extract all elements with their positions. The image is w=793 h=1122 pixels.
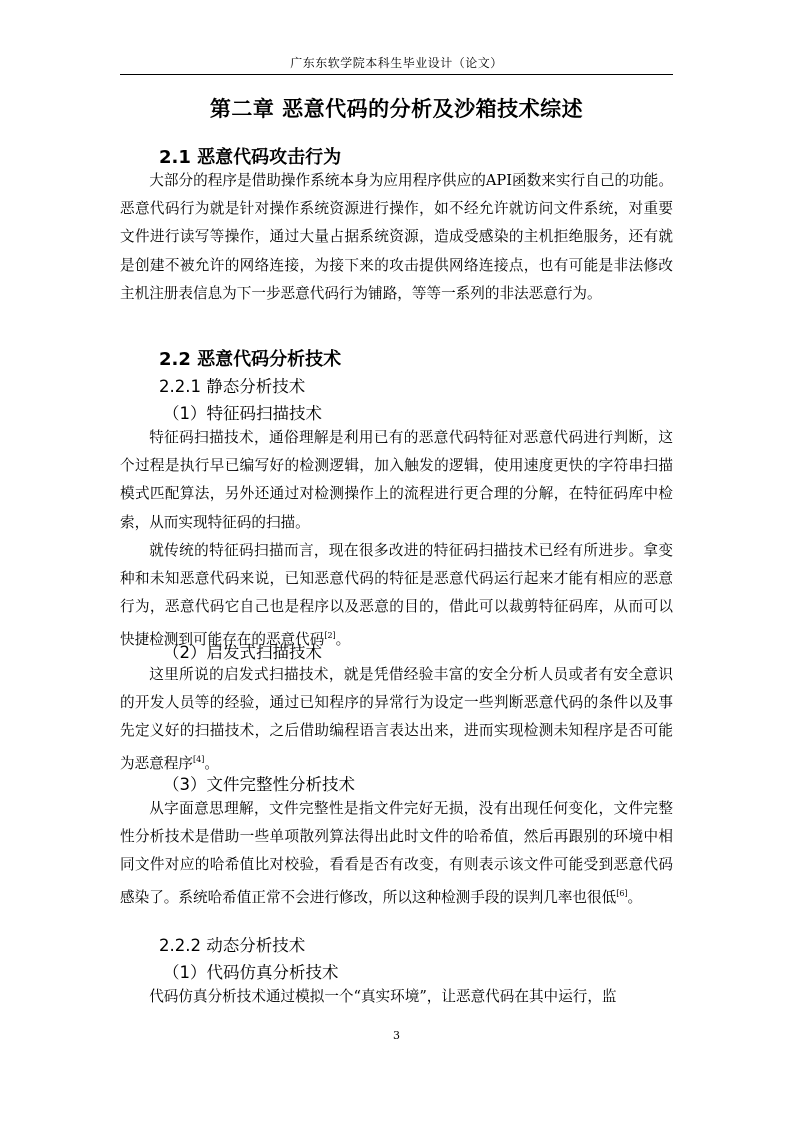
section-heading-2-2-2: 2.2.2 动态分析技术 bbox=[159, 936, 306, 955]
citation-ref: [4] bbox=[192, 754, 205, 764]
paragraph-code-emulation: 代码仿真分析技术通过模拟一个“真实环境”，让恶意代码在其中运行，监 bbox=[149, 988, 617, 1005]
section-heading-2-1: 2.1 恶意代码攻击行为 bbox=[159, 147, 342, 168]
subheading-file-integrity: （3）文件完整性分析技术 bbox=[163, 775, 355, 794]
citation-ref: [2] bbox=[324, 630, 336, 640]
paragraph-end: 。 bbox=[627, 888, 643, 906]
citation-ref: [6] bbox=[616, 888, 628, 898]
running-header: 广东东软学院本科生毕业设计（论文） bbox=[290, 56, 503, 70]
page-number: 3 bbox=[393, 1029, 400, 1042]
paragraph-text: 就传统的特征码扫描而言，现在很多改进的特征码扫描技术已经有所进步。拿变种和未知恶意代码来说，已知恶意代码的特征是恶意代码运行起来才能有相应的恶意行为，恶意代码它自己也是程序以及恶意的目的，借此可以裁剪特征码库，从而可以快捷检测到可能存在的恶意代码 bbox=[120, 542, 673, 648]
section-heading-2-2: 2.2 恶意代码分析技术 bbox=[159, 349, 342, 370]
paragraph-file-integrity bbox=[120, 795, 673, 912]
paragraph-attack-behavior: 大部分的程序是借助操作系统本身为应用程序供应的API函数来实行自己的功能。恶意代码行为就是针对操作系统资源进行操作，如不经允许就访问文件系统，对重要文件进行读写等操作，通过大量占据系统资源，造成受感染的主机拒绝服务，还有就是创建不被允许的网络连接，为接下来的攻击提供网络连接点，也有可能是非法修改主机注册表信息为下一步恶意代码行为铺路，等等一系列的非法恶意行为。 bbox=[120, 172, 673, 302]
subheading-code-emulation: （1）代码仿真分析技术 bbox=[163, 963, 339, 982]
paragraph-text: 从字面意思理解，文件完整性是指文件完好无损，没有出现任何变化，文件完整性分析技术是借助一些单项散列算法得出此时文件的哈希值，然后再跟别的环境中相同文件对应的哈希值比对校验，看看是否有改变，有则表示该文件可能受到恶意代码感染了。系统哈希值正常不会进行修改，所以这种检测手段的误判几率也很低 bbox=[120, 800, 673, 906]
paragraph-heuristic-scan bbox=[120, 661, 673, 778]
chapter-title: 第二章 恶意代码的分析及沙箱技术综述 bbox=[209, 97, 584, 121]
paragraph-signature-improvement bbox=[120, 537, 673, 654]
paragraph-end: 。 bbox=[335, 630, 351, 648]
paragraph-signature-scan: 特征码扫描技术，通俗理解是利用已有的恶意代码特征对恶意代码进行判断，这个过程是执行早已编写好的检测逻辑，加入触发的逻辑，使用速度更快的字符串扫描模式匹配算法，另外还通过对检测操作上的流程进行更合理的分解，在特征码库中检索，从而实现特征码的扫描。 bbox=[120, 429, 673, 531]
subheading-heuristic-scan: （2）启发式扫描技术 bbox=[163, 643, 322, 662]
subheading-signature-scan: （1）特征码扫描技术 bbox=[163, 404, 322, 423]
paragraph-end: 。 bbox=[204, 754, 219, 772]
header-rule bbox=[120, 74, 673, 75]
paragraph-text: 这里所说的启发式扫描技术，就是凭借经验丰富的安全分析人员或者有安全意识的开发人员等的经验，通过已知程序的异常行为设定一些判断恶意代码的条件以及事先定义好的扫描技术，之后借助编程语言表达出来，进而实现检测未知程序是否可能为恶意程序 bbox=[120, 666, 673, 772]
section-heading-2-2-1: 2.2.1 静态分析技术 bbox=[159, 377, 306, 396]
